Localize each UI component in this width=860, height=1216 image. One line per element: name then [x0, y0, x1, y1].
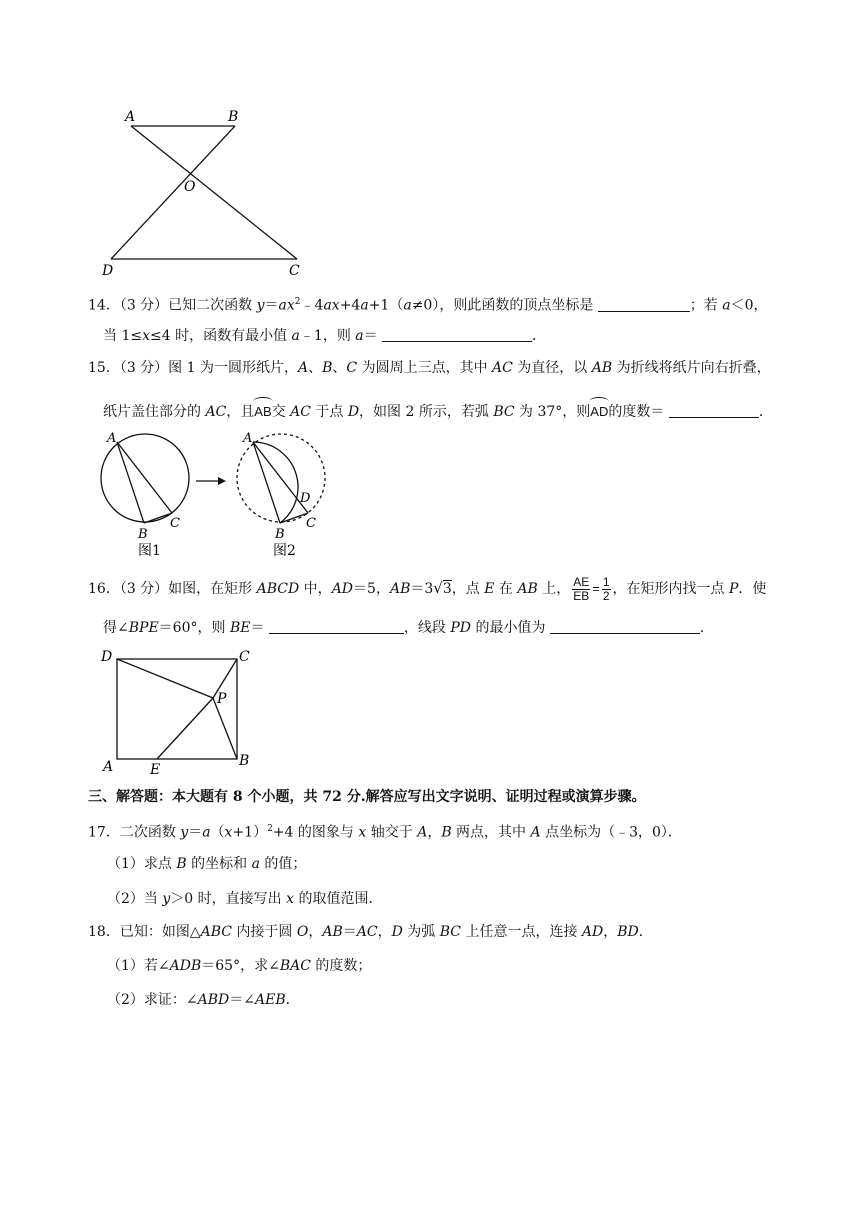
q15-line1: 15．（3 分）图 1 为一圆形纸片，A、B、C 为圆周上三点，其中 AC 为直径，以 AB 为折线将纸片向右折叠，: [88, 360, 771, 376]
q18-line1: 18．已知：如图△ABC 内接于圆 O，AB＝AC，D 为弧 BC 上任意一点，连接 AD，BD．: [88, 924, 653, 940]
label-A: A: [125, 109, 136, 125]
q14-line1: 14．（3 分）已知二次函数 $y=ax^2﹣4ax+4a+1(a\ne 0)$，则此函数的顶点坐标是 ；若 a＜0，: [88, 297, 768, 314]
q14-line2: 当 1≤x≤4 时，函数有最小值 a﹣1，则 a＝ ．: [103, 328, 547, 344]
fig2-label-A: A: [243, 431, 253, 446]
rect-label-A: A: [103, 759, 114, 775]
fig2-label-D: D: [300, 491, 311, 506]
label-D: D: [102, 263, 114, 279]
q17-sub2: （2）当 y＞0 时，直接写出 x 的取值范围．: [107, 891, 383, 907]
q18-sub1: （1）若∠ADB＝65°，求∠BAC 的度数；: [107, 958, 372, 974]
q18-sub2: （2）求证：∠ABD＝∠AEB．: [107, 992, 300, 1008]
figure-hourglass: [95, 105, 315, 280]
figure-rectangle: [95, 645, 265, 780]
fig1-label-A: A: [107, 431, 117, 446]
fig1-label-B: B: [138, 527, 148, 542]
q15-blank-arc-AD[interactable]: [669, 403, 759, 418]
label-B: B: [228, 109, 239, 125]
q17-sub1: （1）求点 B 的坐标和 a 的值；: [107, 856, 307, 872]
rect-label-P: P: [217, 691, 227, 707]
label-O: O: [184, 179, 196, 195]
q16-blank-BE[interactable]: [269, 619, 404, 634]
q14-blank-vertex[interactable]: [598, 297, 690, 312]
q16-line2: 得∠BPE＝60°，则 BE＝ ，线段 PD 的最小值为 ．: [103, 620, 714, 636]
fraction-1-2: $\frac{1}{2}$: [602, 574, 610, 603]
q17-line1: 17．二次函数 $y=a(x+1)^2+4$ 的图象与 x 轴交于 A，B 两点，其中 A 点坐标为（﹣3，0）．: [88, 824, 682, 841]
fig2-label-B: B: [275, 527, 285, 542]
rect-label-C: C: [239, 649, 250, 665]
fig2-caption: 图2: [273, 543, 296, 559]
fraction-AE-EB: $\frac{AE}{EB}$: [573, 574, 590, 603]
arc-AD: AD: [590, 399, 608, 422]
arc-AB: AB: [254, 399, 271, 422]
q16-blank-PD[interactable]: [550, 619, 700, 634]
rect-label-B: B: [239, 753, 250, 769]
fig1-label-C: C: [170, 516, 180, 531]
rect-label-D: D: [101, 649, 113, 665]
q14-blank-a[interactable]: [382, 327, 532, 342]
label-C: C: [289, 263, 300, 279]
fig2-label-C: C: [306, 516, 316, 531]
fig1-caption: 图1: [138, 543, 161, 559]
figure-circle-fold: [95, 428, 345, 560]
section-heading: 三、解答题：本大题有 8 个小题，共 72 分.解答应写出文字说明、证明过程或演算步骤。: [88, 789, 646, 805]
q15-line2: 纸片盖住部分的 AC，且AB交 AC 于点 D，如图 2 所示，若弧 BC 为 37°，则AD的度数＝ ．: [103, 399, 773, 422]
q16-line1: 16．（3 分）如图，在矩形 ABCD 中，AD＝5，AB＝3√3，点 E 在 AB 上， $\frac{AE}{EB}$ = $\frac{1}{2}$ ，在矩形内找一点 P．使: [88, 574, 767, 603]
sqrt-symbol: √: [433, 579, 443, 597]
rect-label-E: E: [150, 762, 161, 778]
